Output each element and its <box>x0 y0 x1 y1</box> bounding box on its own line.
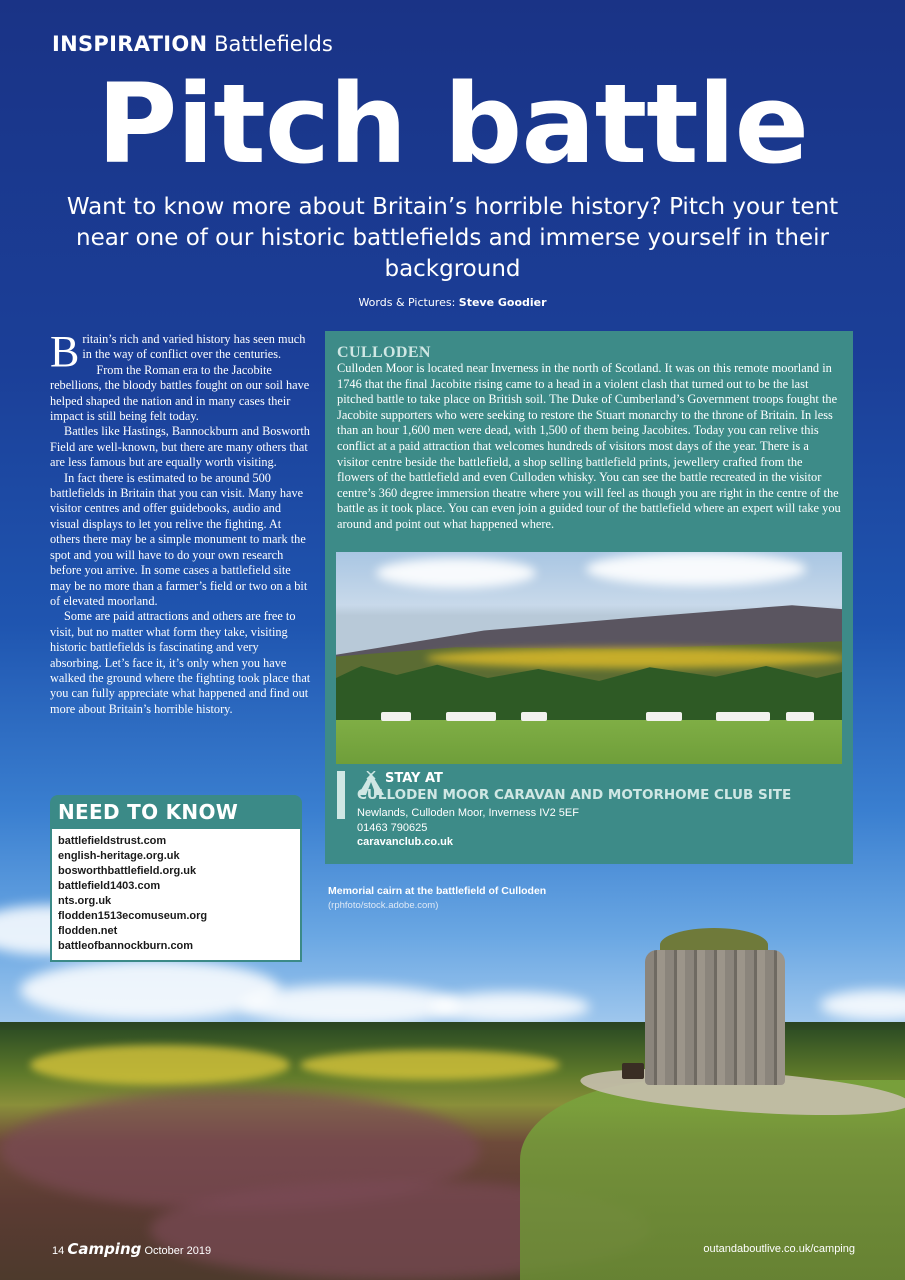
topic-label: Battlefields <box>214 32 333 56</box>
issue-date: October 2019 <box>144 1245 212 1257</box>
caravan <box>381 712 411 721</box>
stay-at-box <box>337 771 842 859</box>
caravan <box>521 712 547 721</box>
link-item[interactable]: flodden1513ecomuseum.org <box>58 910 208 922</box>
panel-heading: CULLODEN <box>337 344 431 361</box>
paragraph <box>50 327 312 376</box>
field <box>336 720 842 764</box>
panel-text: Culloden Moor is located near Inverness in the north of Scotland. It was on this remote moorland in 1746 that the final Jacobite rising came to a head in a violent clash that turned out to be the last pitched battle to take place on British soil. The Duke of Cumberland’s Government troops fought the Jacobite supporters who were seeking to restore the Stuart monarchy to the throne of Britain. In less than an hour 1,600 men were dead, with 1,500 of them being Jacobites. Today you can relive this conflict at a paid attraction that welcomes hundreds of visitors most days of the year. There is a visitor centre beside the battlefield, a shop selling battlefield prints, jewellery crafted from the flowers of the battlefield and even Culloden whisky. You can see the battle recreated in the visitor centre’s 360 degree immersion theatre where you will feel as though you are right in the centre of the battle as it took place. You can even join a guided tour of the battlefield where an expert will take you around and point out what happened where. <box>337 361 841 531</box>
link-item[interactable]: battlefield1403.com <box>58 880 161 892</box>
caravan <box>646 712 682 721</box>
paragraph: In fact there is estimated to be around 500 battlefields in Britain that you can visit. Many have visitor centres and offer guidebooks, audio and visual displays to let you relive the fighting. At others there may be a simple monument to mark the spot and you will have to do your own research before you arrive. In some cases a battlefield site may be no more than a farmer’s field or two on a bit of elevated moorland. <box>50 470 308 608</box>
section-label: INSPIRATION <box>52 32 208 56</box>
gorse-patch <box>30 1045 290 1085</box>
link-item[interactable]: battlefieldstrust.com <box>58 835 167 847</box>
site-phone: 01463 790625 <box>357 822 428 834</box>
photo-credit: (rphfoto/stock.adobe.com) <box>328 900 439 911</box>
cloud <box>430 992 590 1022</box>
memorial-cairn <box>645 950 785 1085</box>
site-name: CULLODEN MOOR CARAVAN AND MOTORHOME CLUB SITE <box>357 787 792 803</box>
section-kicker <box>52 32 333 56</box>
link-item[interactable]: english-heritage.org.uk <box>58 850 180 862</box>
need-to-know-box <box>50 795 302 962</box>
stay-accent-bar <box>337 771 345 819</box>
link-list <box>50 829 302 962</box>
photo-caption: Memorial cairn at the battlefield of Culloden <box>328 885 547 897</box>
link-item[interactable]: battleofbannockburn.com <box>58 940 194 952</box>
cloud <box>20 960 280 1020</box>
cloud <box>240 985 460 1025</box>
byline <box>0 296 905 309</box>
paragraph: Some are paid attractions and others are free to visit, but no matter what form they take, visiting historic battlefields is fascinating and very absorbing. Let’s face it, it’s only when you have walked the ground where the fighting took place that you can fully appreciate what happened and find out more about Britain’s horrible history. <box>50 609 311 716</box>
caravan <box>786 712 814 721</box>
paragraph: Battles like Hastings, Bannockburn and Bosworth Field are well-known, but there are many others that are less famous but are equally worth visiting. <box>50 424 310 470</box>
site-address: Newlands, Culloden Moor, Inverness IV2 5EF <box>357 807 579 819</box>
folio <box>52 1240 211 1258</box>
standfirst: Want to know more about Britain’s horrible history? Pitch your tent near one of our historic battlefields and immerse yourself in their background <box>66 194 839 282</box>
footer-url[interactable]: outandaboutlive.co.uk/camping <box>703 1243 855 1255</box>
paragraph-text: ritain’s rich and varied history has seen much in the way of conflict over the centuries. <box>82 332 306 362</box>
article-body <box>50 327 312 717</box>
stay-label: STAY AT <box>385 771 443 786</box>
cloud <box>376 558 536 588</box>
drop-cap: B <box>50 327 80 376</box>
campsite-photo <box>336 552 842 764</box>
gorse-band <box>426 648 842 668</box>
need-to-know-heading: NEED TO KNOW <box>50 795 302 829</box>
byline-label: Words & Pictures: <box>358 296 456 309</box>
page-number: 14 <box>52 1245 65 1257</box>
site-website[interactable]: caravanclub.co.uk <box>357 836 453 848</box>
caravan <box>716 712 770 721</box>
link-item[interactable]: flodden.net <box>58 925 118 937</box>
bench <box>622 1063 644 1079</box>
gorse-patch <box>300 1050 560 1080</box>
caravan <box>446 712 496 721</box>
culloden-panel <box>325 331 853 864</box>
link-item[interactable]: nts.org.uk <box>58 895 112 907</box>
magazine-brand: Camping <box>67 1240 142 1258</box>
byline-author: Steve Goodier <box>458 296 547 309</box>
paragraph: From the Roman era to the Jacobite rebellions, the bloody battles fought on our soil have helped shaped the nation and in many cases their impact is still being felt today. <box>50 362 310 424</box>
cloud <box>586 552 806 586</box>
link-item[interactable]: bosworthbattlefield.org.uk <box>58 865 197 877</box>
page-title: Pitch battle <box>96 60 809 188</box>
